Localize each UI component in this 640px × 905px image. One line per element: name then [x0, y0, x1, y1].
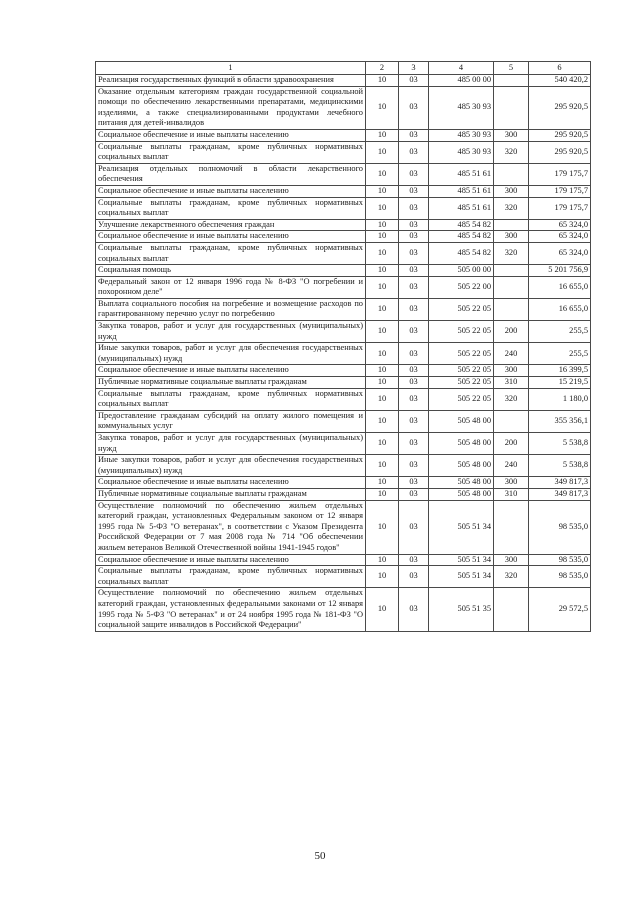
row-name: Иные закупки товаров, работ и услуг для обеспечения государственных (муниципальных) нужд	[96, 343, 366, 365]
row-section: 10	[366, 321, 399, 343]
row-expense-type: 320	[494, 242, 529, 264]
row-subsection: 03	[399, 500, 429, 554]
row-amount: 65 324,0	[529, 231, 591, 243]
row-target-article: 505 22 05	[429, 321, 494, 343]
row-amount: 65 324,0	[529, 242, 591, 264]
table-row	[96, 554, 591, 566]
row-section: 10	[366, 242, 399, 264]
row-name: Осуществление полномочий по обеспечению жильем отдельных категорий граждан, установленных федеральными законами от 12 января 1995 года № 5-ФЗ "О ветеранах" и от 24 ноября 1995 года № 181-ФЗ "О социальной защите инвалидов в Российской Федерации"	[96, 588, 366, 631]
row-expense-type: 300	[494, 231, 529, 243]
row-expense-type: 320	[494, 388, 529, 410]
row-amount: 295 920,5	[529, 129, 591, 141]
row-target-article: 505 22 05	[429, 343, 494, 365]
row-amount: 98 535,0	[529, 500, 591, 554]
row-expense-type: 320	[494, 566, 529, 588]
row-name: Реализация государственных функций в области здравоохранения	[96, 75, 366, 87]
row-expense-type	[494, 219, 529, 231]
row-expense-type	[494, 588, 529, 631]
row-name: Публичные нормативные социальные выплаты гражданам	[96, 377, 366, 389]
row-amount: 98 535,0	[529, 566, 591, 588]
row-name: Социальная помощь	[96, 265, 366, 277]
table-row	[96, 219, 591, 231]
row-subsection: 03	[399, 276, 429, 298]
table-row	[96, 500, 591, 554]
row-target-article: 485 51 61	[429, 185, 494, 197]
row-target-article: 505 00 00	[429, 265, 494, 277]
row-target-article: 505 48 00	[429, 477, 494, 489]
table-body	[96, 75, 591, 632]
table-row	[96, 86, 591, 129]
row-target-article: 505 48 00	[429, 488, 494, 500]
budget-table	[95, 61, 591, 632]
row-name: Социальные выплаты гражданам, кроме публичных нормативных социальных выплат	[96, 566, 366, 588]
row-target-article: 485 51 61	[429, 163, 494, 185]
row-target-article: 505 22 00	[429, 276, 494, 298]
header-col-5: 5	[494, 62, 529, 75]
row-name: Социальные выплаты гражданам, кроме публичных нормативных социальных выплат	[96, 141, 366, 163]
table-row	[96, 321, 591, 343]
row-amount: 255,5	[529, 321, 591, 343]
header-col-2: 2	[366, 62, 399, 75]
row-amount: 295 920,5	[529, 86, 591, 129]
row-name: Социальное обеспечение и иные выплаты населению	[96, 554, 366, 566]
row-subsection: 03	[399, 141, 429, 163]
row-section: 10	[366, 163, 399, 185]
table-row	[96, 141, 591, 163]
row-subsection: 03	[399, 86, 429, 129]
table-row	[96, 343, 591, 365]
row-expense-type: 320	[494, 197, 529, 219]
row-amount: 65 324,0	[529, 219, 591, 231]
row-expense-type	[494, 265, 529, 277]
row-amount: 29 572,5	[529, 588, 591, 631]
row-section: 10	[366, 377, 399, 389]
row-name: Социальное обеспечение и иные выплаты населению	[96, 477, 366, 489]
row-name: Федеральный закон от 12 января 1996 года № 8-ФЗ "О погребении и похоронном деле"	[96, 276, 366, 298]
row-target-article: 505 51 34	[429, 500, 494, 554]
table-row	[96, 163, 591, 185]
header-col-3: 3	[399, 62, 429, 75]
table-row	[96, 365, 591, 377]
row-subsection: 03	[399, 197, 429, 219]
table-row	[96, 75, 591, 87]
row-target-article: 505 22 05	[429, 377, 494, 389]
row-expense-type: 300	[494, 554, 529, 566]
row-expense-type: 300	[494, 185, 529, 197]
table-row	[96, 197, 591, 219]
row-expense-type: 300	[494, 477, 529, 489]
row-section: 10	[366, 343, 399, 365]
row-subsection: 03	[399, 566, 429, 588]
row-subsection: 03	[399, 388, 429, 410]
table-row	[96, 265, 591, 277]
row-section: 10	[366, 197, 399, 219]
table-row	[96, 477, 591, 489]
row-target-article: 485 30 93	[429, 141, 494, 163]
row-amount: 5 538,8	[529, 433, 591, 455]
row-expense-type	[494, 410, 529, 432]
row-amount: 98 535,0	[529, 554, 591, 566]
row-name: Осуществление полномочий по обеспечению жильем отдельных категорий граждан, установленных Федеральным законом от 12 января 1995 года № 5-ФЗ "О ветеранах", в соответствии с Указом Президента Российской Федерации от 7 мая 2008 года № 714 "Об обеспечении жильем ветеранов Великой Отечественной войны 1941-1945 годов"	[96, 500, 366, 554]
row-name: Публичные нормативные социальные выплаты гражданам	[96, 488, 366, 500]
table-row	[96, 231, 591, 243]
row-subsection: 03	[399, 219, 429, 231]
row-target-article: 485 54 82	[429, 231, 494, 243]
row-amount: 5 201 756,9	[529, 265, 591, 277]
row-name: Социальные выплаты гражданам, кроме публичных нормативных социальных выплат	[96, 242, 366, 264]
row-target-article: 485 51 61	[429, 197, 494, 219]
table-row	[96, 242, 591, 264]
row-section: 10	[366, 365, 399, 377]
row-expense-type	[494, 75, 529, 87]
row-expense-type: 310	[494, 488, 529, 500]
row-section: 10	[366, 554, 399, 566]
row-subsection: 03	[399, 433, 429, 455]
row-amount: 295 920,5	[529, 141, 591, 163]
row-expense-type	[494, 276, 529, 298]
row-target-article: 485 30 93	[429, 86, 494, 129]
row-target-article: 505 48 00	[429, 433, 494, 455]
row-subsection: 03	[399, 321, 429, 343]
row-name: Закупка товаров, работ и услуг для государственных (муниципальных) нужд	[96, 433, 366, 455]
row-target-article: 505 22 05	[429, 388, 494, 410]
row-section: 10	[366, 219, 399, 231]
row-target-article: 485 00 00	[429, 75, 494, 87]
row-section: 10	[366, 141, 399, 163]
row-amount: 355 356,1	[529, 410, 591, 432]
row-target-article: 505 51 34	[429, 566, 494, 588]
row-amount: 179 175,7	[529, 197, 591, 219]
row-target-article: 505 48 00	[429, 410, 494, 432]
row-section: 10	[366, 433, 399, 455]
row-section: 10	[366, 566, 399, 588]
row-expense-type	[494, 500, 529, 554]
row-amount: 16 655,0	[529, 298, 591, 320]
table-header-row	[96, 62, 591, 75]
table-row	[96, 410, 591, 432]
row-name: Социальное обеспечение и иные выплаты населению	[96, 129, 366, 141]
row-expense-type	[494, 86, 529, 129]
row-target-article: 505 51 34	[429, 554, 494, 566]
row-name: Оказание отдельным категориям граждан государственной социальной помощи по обеспечению лекарственными препаратами, медицинскими изделиями, а также специализированными продуктами лечебного питания для детей-инвалидов	[96, 86, 366, 129]
row-amount: 16 655,0	[529, 276, 591, 298]
row-section: 10	[366, 129, 399, 141]
row-expense-type: 300	[494, 365, 529, 377]
row-section: 10	[366, 488, 399, 500]
table-row	[96, 377, 591, 389]
row-amount: 15 219,5	[529, 377, 591, 389]
row-name: Социальное обеспечение и иные выплаты населению	[96, 231, 366, 243]
row-expense-type: 240	[494, 455, 529, 477]
row-target-article: 485 30 93	[429, 129, 494, 141]
row-name: Социальное обеспечение и иные выплаты населению	[96, 185, 366, 197]
table-row	[96, 433, 591, 455]
row-section: 10	[366, 388, 399, 410]
table-row	[96, 129, 591, 141]
row-expense-type: 320	[494, 141, 529, 163]
row-name: Реализация отдельных полномочий в области лекарственного обеспечения	[96, 163, 366, 185]
row-expense-type: 200	[494, 433, 529, 455]
row-amount: 5 538,8	[529, 455, 591, 477]
row-subsection: 03	[399, 185, 429, 197]
row-section: 10	[366, 298, 399, 320]
row-section: 10	[366, 185, 399, 197]
row-subsection: 03	[399, 488, 429, 500]
row-amount: 540 420,2	[529, 75, 591, 87]
row-amount: 349 817,3	[529, 477, 591, 489]
row-section: 10	[366, 410, 399, 432]
row-expense-type: 310	[494, 377, 529, 389]
row-section: 10	[366, 86, 399, 129]
row-target-article: 485 54 82	[429, 219, 494, 231]
table-row	[96, 566, 591, 588]
row-amount: 179 175,7	[529, 163, 591, 185]
header-col-1: 1	[96, 62, 366, 75]
table-row	[96, 455, 591, 477]
row-name: Иные закупки товаров, работ и услуг для обеспечения государственных (муниципальных) нужд	[96, 455, 366, 477]
row-expense-type: 300	[494, 129, 529, 141]
row-section: 10	[366, 588, 399, 631]
row-amount: 349 817,3	[529, 488, 591, 500]
row-name: Закупка товаров, работ и услуг для государственных (муниципальных) нужд	[96, 321, 366, 343]
row-target-article: 505 48 00	[429, 455, 494, 477]
row-section: 10	[366, 276, 399, 298]
row-subsection: 03	[399, 231, 429, 243]
row-subsection: 03	[399, 410, 429, 432]
row-subsection: 03	[399, 75, 429, 87]
row-name: Социальное обеспечение и иные выплаты населению	[96, 365, 366, 377]
row-target-article: 505 22 05	[429, 365, 494, 377]
header-col-4: 4	[429, 62, 494, 75]
row-target-article: 485 54 82	[429, 242, 494, 264]
row-subsection: 03	[399, 554, 429, 566]
header-col-6: 6	[529, 62, 591, 75]
row-section: 10	[366, 500, 399, 554]
row-target-article: 505 51 35	[429, 588, 494, 631]
row-name: Социальные выплаты гражданам, кроме публичных нормативных социальных выплат	[96, 388, 366, 410]
table-row	[96, 298, 591, 320]
row-subsection: 03	[399, 365, 429, 377]
row-subsection: 03	[399, 455, 429, 477]
table-row	[96, 588, 591, 631]
row-name: Социальные выплаты гражданам, кроме публичных нормативных социальных выплат	[96, 197, 366, 219]
row-subsection: 03	[399, 265, 429, 277]
row-expense-type	[494, 298, 529, 320]
row-amount: 1 180,0	[529, 388, 591, 410]
row-name: Улучшение лекарственного обеспечения граждан	[96, 219, 366, 231]
row-subsection: 03	[399, 298, 429, 320]
row-section: 10	[366, 477, 399, 489]
row-expense-type: 240	[494, 343, 529, 365]
row-subsection: 03	[399, 343, 429, 365]
row-section: 10	[366, 455, 399, 477]
table-row	[96, 185, 591, 197]
row-target-article: 505 22 05	[429, 298, 494, 320]
row-name: Предоставление гражданам субсидий на оплату жилого помещения и коммунальных услуг	[96, 410, 366, 432]
row-subsection: 03	[399, 129, 429, 141]
row-subsection: 03	[399, 163, 429, 185]
row-expense-type: 200	[494, 321, 529, 343]
row-section: 10	[366, 265, 399, 277]
row-subsection: 03	[399, 588, 429, 631]
row-amount: 16 399,5	[529, 365, 591, 377]
table-row	[96, 388, 591, 410]
row-section: 10	[366, 75, 399, 87]
row-expense-type	[494, 163, 529, 185]
row-subsection: 03	[399, 242, 429, 264]
table-row	[96, 276, 591, 298]
row-amount: 255,5	[529, 343, 591, 365]
page-number: 50	[314, 850, 326, 862]
row-subsection: 03	[399, 477, 429, 489]
row-subsection: 03	[399, 377, 429, 389]
row-amount: 179 175,7	[529, 185, 591, 197]
row-section: 10	[366, 231, 399, 243]
row-name: Выплата социального пособия на погребение и возмещение расходов по гарантированному перечню услуг по погребению	[96, 298, 366, 320]
table-row	[96, 488, 591, 500]
